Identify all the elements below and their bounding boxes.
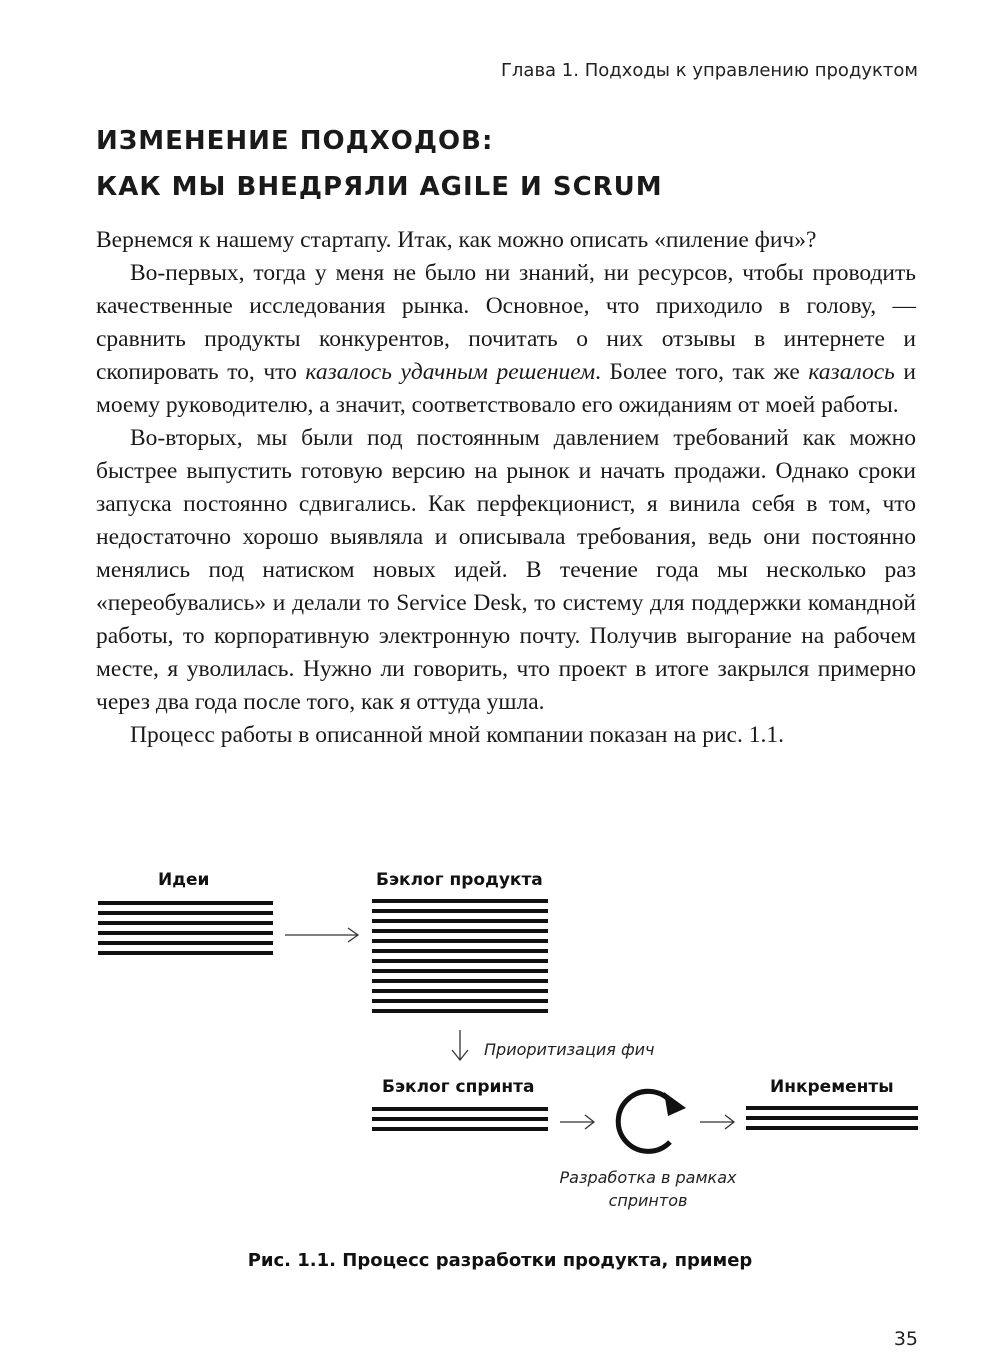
sprint-backlog-label: Бэклог спринта (382, 1077, 535, 1097)
process-figure (0, 850, 1000, 1270)
figure-caption: Рис. 1.1. Процесс разработки продукта, пример (247, 1250, 753, 1271)
increments-label: Инкременты (770, 1077, 894, 1097)
running-header: Глава 1. Подходы к управлению продуктом (500, 60, 918, 81)
paragraph-3: Во-вторых, мы были под постоянным давлением требований как можно быстрее выпустить готовую версию на рынок и начать продажи. Однако сроки запуска постоянно сдвигались. Как перфекционист, я винила себя в том, что недостаточно хорошо выявляла и описывала требования, ведь они постоянно менялись под натиском новых идей. В течение года мы несколько раз «переобувались» и делали то Service Desk, то систему для поддержки командной работы, то корпоративную электронную почту. Получив выгорание на рабочем месте, я уволилась. Нужно ли говорить, что проект в итоге закрылся примерно через два года после того, как я оттуда ушла. (96, 425, 916, 715)
paragraph-2-text-b: . Более того, так же (595, 359, 809, 385)
section-title-line-1: ИЗМЕНЕНИЕ ПОДХОДОВ: (96, 126, 494, 156)
development-label-line-2: спринтов (608, 1191, 688, 1210)
paragraph-2-emphasis-1: казалось удачным решением (305, 359, 596, 385)
page-number: 35 (893, 1328, 918, 1350)
ideas-label: Идеи (158, 870, 210, 890)
product-backlog-label: Бэклог продукта (376, 870, 543, 890)
figure-arrows (0, 850, 1000, 1270)
section-title-line-2: КАК МЫ ВНЕДРЯЛИ AGILE И SCRUM (96, 172, 663, 202)
paragraph-1: Вернемся к нашему стартапу. Итак, как можно описать «пиление фич»? (96, 227, 817, 253)
section-title (96, 118, 663, 210)
paragraph-2 (96, 257, 916, 422)
development-label-line-1: Разработка в рамках (559, 1168, 737, 1187)
body-text (96, 224, 916, 752)
paragraph-2-text-a: Во-первых, тогда у меня не было ни знаний, ни ресурсов, чтобы проводить качественные исследования рынка. Основное, что приходило в голову, — сравнить продукты конкурентов, почитать о них отзывы в интернете и скопировать то, что (96, 260, 916, 385)
arrow-down-prioritization (452, 1030, 468, 1060)
paragraph-2-emphasis-2: казалось (808, 359, 895, 385)
sprint-cycle-icon (618, 1091, 686, 1151)
arrow-ideas-to-backlog (285, 928, 358, 942)
arrow-cycle-to-increments (700, 1115, 734, 1129)
paragraph-4: Процесс работы в описанной мной компании показан на рис. 1.1. (130, 722, 784, 748)
prioritization-label: Приоритизация фич (484, 1040, 655, 1059)
arrow-sprint-to-cycle (560, 1115, 594, 1129)
paragraph-2-text-c: и моему руководителю, а значит, соответствовало его ожиданиям от моей работы. (96, 359, 916, 418)
